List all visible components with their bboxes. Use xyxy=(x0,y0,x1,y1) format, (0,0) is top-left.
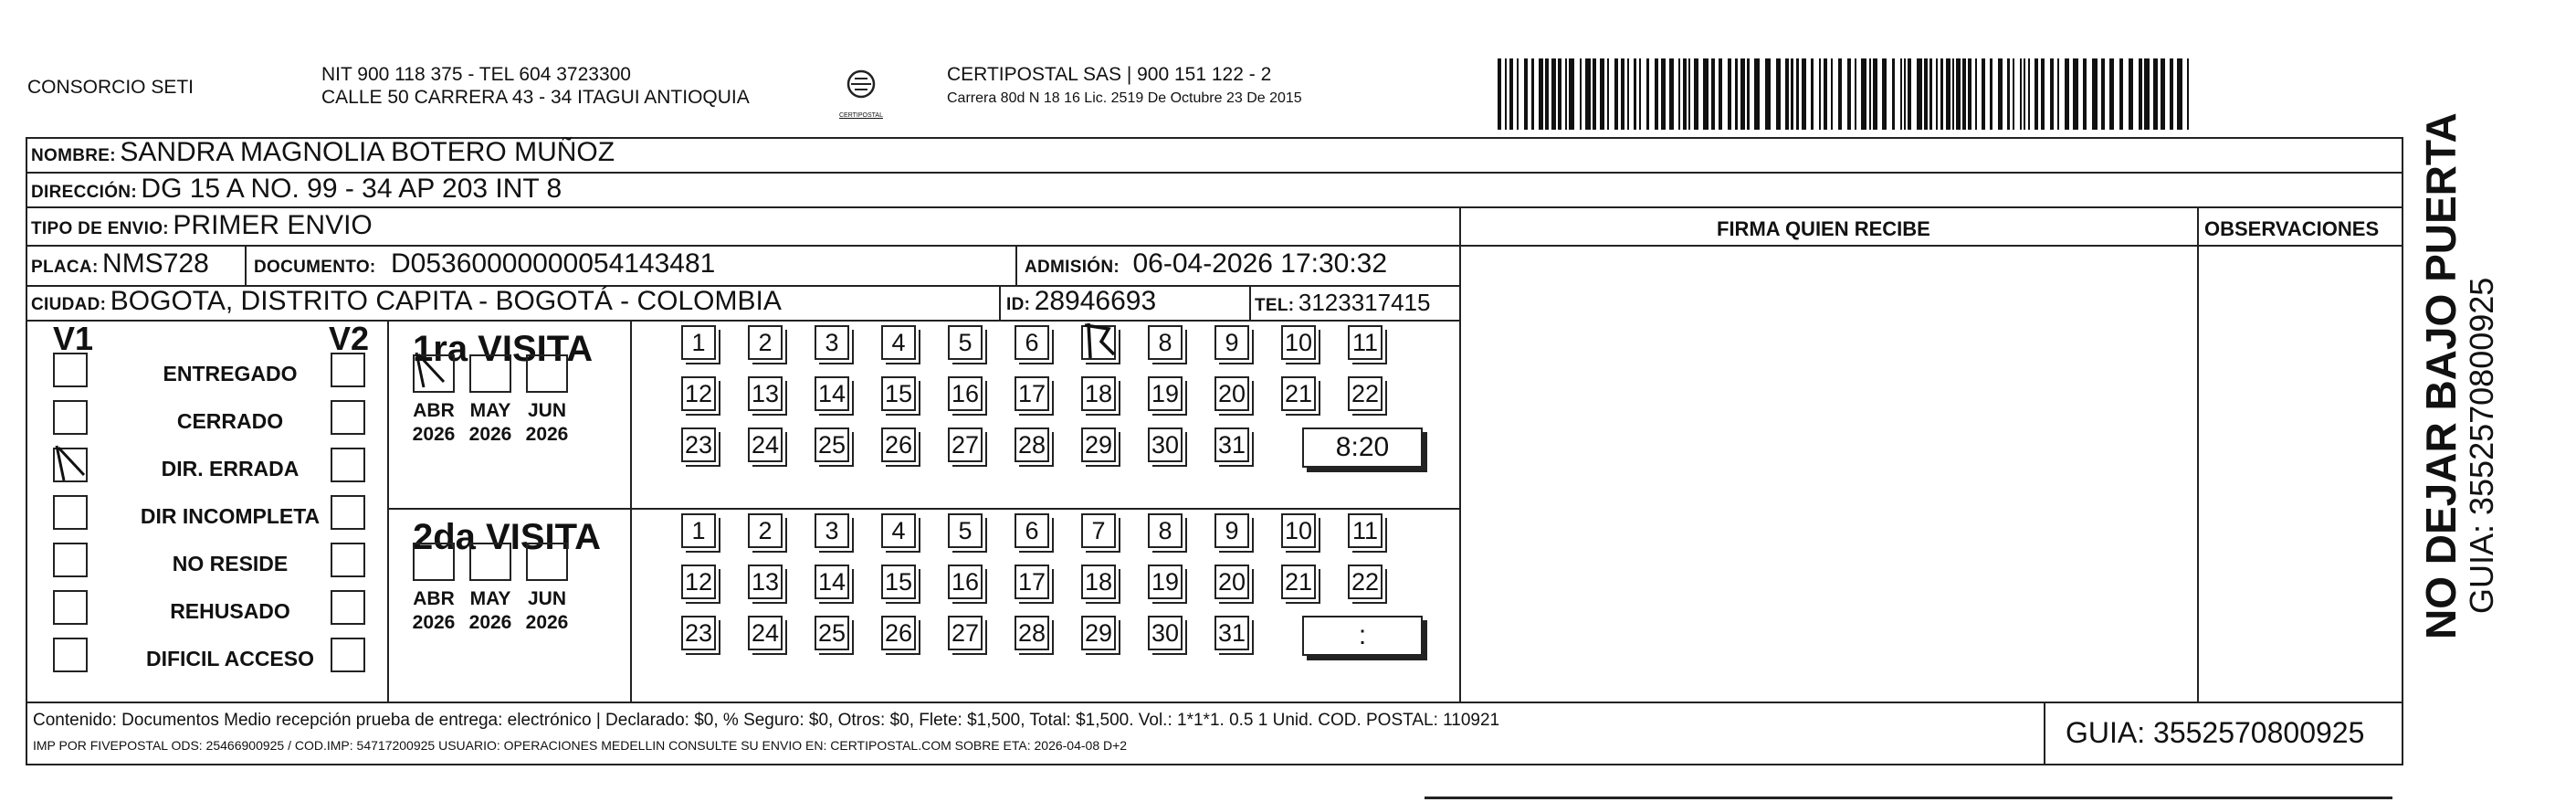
barcode-bar xyxy=(2013,58,2014,130)
day-box-15[interactable]: 15 xyxy=(881,376,916,411)
day-box-1[interactable]: 1 xyxy=(681,325,716,360)
day-box-3[interactable]: 3 xyxy=(815,513,849,548)
year-label: 2026 xyxy=(525,424,569,445)
day-box-20[interactable]: 20 xyxy=(1214,565,1249,599)
barcode-bar xyxy=(2153,58,2158,130)
barcode-bar xyxy=(1824,58,1827,130)
day-box-10[interactable]: 10 xyxy=(1281,325,1316,360)
year-label: 2026 xyxy=(468,424,512,445)
row-divider xyxy=(26,206,2403,208)
barcode-bar xyxy=(2129,58,2133,130)
year-label: 2026 xyxy=(525,612,569,633)
month-checkbox[interactable] xyxy=(413,354,455,393)
observaciones-label: OBSERVACIONES xyxy=(2204,217,2380,240)
day-box-23[interactable]: 23 xyxy=(681,616,716,650)
v2-checkbox[interactable] xyxy=(331,448,365,482)
day-box-31[interactable]: 31 xyxy=(1214,616,1249,650)
day-box-5[interactable]: 5 xyxy=(948,513,983,548)
v2-checkbox[interactable] xyxy=(331,543,365,577)
nombre-value: SANDRA MAGNOLIA BOTERO MUÑOZ xyxy=(120,137,615,167)
month-checkbox[interactable] xyxy=(469,354,511,393)
barcode-bar xyxy=(2177,58,2182,130)
second-visit-title: 2da VISITA xyxy=(413,517,601,557)
month-label: MAY xyxy=(469,588,511,609)
barcode-bar xyxy=(1735,58,1738,130)
side-text xyxy=(2418,112,2500,639)
barcode-bar xyxy=(1873,58,1877,130)
time-box[interactable]: : xyxy=(1302,616,1423,656)
day-box-28[interactable]: 28 xyxy=(1015,427,1049,462)
v1-checkbox[interactable] xyxy=(53,495,88,530)
barcode-bar xyxy=(1998,58,2003,130)
day-box-13[interactable]: 13 xyxy=(748,565,783,599)
month-checkbox[interactable] xyxy=(526,354,568,393)
visit-divider xyxy=(387,508,1459,510)
first-visit-title: 1ra VISITA xyxy=(413,329,594,369)
barcode-bar xyxy=(1539,58,1543,130)
v1-checkbox[interactable] xyxy=(53,353,88,387)
barcode-bar xyxy=(2109,58,2114,130)
barcode-bar xyxy=(2057,58,2059,130)
tipo-value: PRIMER ENVIO xyxy=(173,210,373,240)
day-box-2[interactable]: 2 xyxy=(748,325,783,360)
v2-checkbox[interactable] xyxy=(331,495,365,530)
day-box-24[interactable]: 24 xyxy=(748,616,783,650)
v1-checkbox[interactable] xyxy=(53,400,88,435)
barcode-bar xyxy=(2161,58,2165,130)
barcode-bar xyxy=(2073,58,2078,130)
v1-checkbox[interactable] xyxy=(53,448,88,482)
barcode xyxy=(1498,58,2201,133)
barcode-bar xyxy=(1765,58,1771,130)
v1-label: V1 xyxy=(53,320,94,357)
barcode-bar xyxy=(1551,58,1556,130)
barcode-bar xyxy=(1940,58,1943,130)
barcode-bar xyxy=(1791,58,1793,130)
day-box-26[interactable]: 26 xyxy=(881,616,916,650)
v1-checkbox[interactable] xyxy=(53,543,88,577)
barcode-bar xyxy=(1962,58,1966,130)
year-label: 2026 xyxy=(412,424,456,445)
barcode-bar xyxy=(1683,58,1687,130)
day-box-7[interactable]: 7 xyxy=(1081,513,1116,548)
barcode-bar xyxy=(1908,58,1911,130)
barcode-bar xyxy=(1694,58,1698,130)
v2-checkbox[interactable] xyxy=(331,353,365,387)
barcode-bar xyxy=(1600,58,1604,130)
barcode-bar xyxy=(1531,58,1534,130)
tel-label: TEL: xyxy=(1255,296,1295,315)
barcode-bar xyxy=(1703,58,1709,130)
day-box-12[interactable]: 12 xyxy=(681,565,716,599)
day-box-1[interactable]: 1 xyxy=(681,513,716,548)
day-box-2[interactable]: 2 xyxy=(748,513,783,548)
tel-value: 3123317415 xyxy=(1298,289,1431,316)
month-label: MAY xyxy=(469,400,511,421)
day-box-9[interactable]: 9 xyxy=(1214,325,1249,360)
barcode-bar xyxy=(1621,58,1624,130)
courier-line: CERTIPOSTAL SAS | 900 151 122 - 2 xyxy=(947,64,1272,85)
direccion-value: DG 15 A NO. 99 - 34 AP 203 INT 8 xyxy=(141,174,563,204)
barcode-bar xyxy=(2041,58,2045,130)
barcode-bar xyxy=(1498,58,1501,130)
day-box-8[interactable]: 8 xyxy=(1148,325,1183,360)
no-dejar-warning: NO DEJAR BAJO PUERTA xyxy=(2417,112,2465,639)
day-box-6[interactable]: 6 xyxy=(1015,325,1049,360)
day-box-26[interactable]: 26 xyxy=(881,427,916,462)
barcode-bar xyxy=(1982,58,1985,130)
day-box-25[interactable]: 25 xyxy=(815,427,849,462)
imp-line: IMP POR FIVEPOSTAL ODS: 25466900925 / COD.IMP: 54717200925 USUARIO: OPERACIONES MEDELLIN CONSULTE SU ENVIO EN: CERTIPOSTAL.COM SOBRE ETA: 2026-04-08 D+2 xyxy=(33,738,1128,753)
v2-checkbox[interactable] xyxy=(331,400,365,435)
barcode-bar xyxy=(1688,58,1690,130)
barcode-bar xyxy=(1936,58,1938,130)
month-label: ABR xyxy=(413,588,455,609)
barcode-bar xyxy=(1802,58,1806,130)
day-box-16[interactable]: 16 xyxy=(948,565,983,599)
barcode-bar xyxy=(2119,58,2123,130)
day-box-11[interactable]: 11 xyxy=(1348,325,1383,360)
day-box-20[interactable]: 20 xyxy=(1214,376,1249,411)
day-box-16[interactable]: 16 xyxy=(948,376,983,411)
day-box-21[interactable]: 21 xyxy=(1281,565,1316,599)
nombre-label: NOMBRE: xyxy=(31,146,116,165)
status-label: DIR INCOMPLETA xyxy=(140,504,321,528)
nit-line: NIT 900 118 375 - TEL 604 3723300 xyxy=(321,64,631,85)
ciudad-field xyxy=(31,286,782,317)
col-divider xyxy=(2197,206,2199,702)
status-label: NO RESIDE xyxy=(172,552,289,575)
col-divider xyxy=(2044,702,2045,765)
day-box-30[interactable]: 30 xyxy=(1148,427,1183,462)
barcode-bar xyxy=(1904,58,1906,130)
placa-field xyxy=(31,248,209,280)
admision-value: 06-04-2026 17:30:32 xyxy=(1132,248,1388,279)
year-label: 2026 xyxy=(468,612,512,633)
day-box-4[interactable]: 4 xyxy=(881,325,916,360)
barcode-bar xyxy=(1819,58,1821,130)
barcode-bar xyxy=(1569,58,1574,130)
day-box-9[interactable]: 9 xyxy=(1214,513,1249,548)
row-divider xyxy=(26,320,1461,322)
side-guia: GUIA: 3552570800925 xyxy=(2463,277,2500,614)
barcode-bar xyxy=(1952,58,1954,130)
barcode-bar xyxy=(1740,58,1745,130)
ciudad-value: BOGOTA, DISTRITO CAPITA - BOGOTÁ - COLOMBIA xyxy=(110,286,782,316)
month-checkbox[interactable] xyxy=(526,543,568,581)
col-divider xyxy=(999,285,1001,320)
ciudad-label: CIUDAD: xyxy=(31,295,107,314)
day-box-7[interactable] xyxy=(1081,325,1116,360)
barcode-bar xyxy=(1796,58,1799,130)
status-label: CERRADO xyxy=(176,409,284,433)
barcode-bar xyxy=(2083,58,2087,130)
barcode-bar xyxy=(1505,58,1507,130)
barcode-bar xyxy=(1892,58,1895,130)
barcode-bar xyxy=(1646,58,1649,130)
day-box-31[interactable]: 31 xyxy=(1214,427,1249,462)
address-line: CALLE 50 CARRERA 43 - 34 ITAGUI ANTIOQUIA xyxy=(321,87,750,108)
barcode-bar xyxy=(1838,58,1842,130)
direccion-field xyxy=(31,174,562,205)
barcode-bar xyxy=(2028,58,2030,130)
barcode-bar xyxy=(1565,58,1567,130)
barcode-bar xyxy=(1946,58,1950,130)
v2-checkbox[interactable] xyxy=(331,590,365,625)
day-box-23[interactable]: 23 xyxy=(681,427,716,462)
v1-checkbox[interactable] xyxy=(53,638,88,672)
col-divider xyxy=(1015,245,1017,285)
admision-label: ADMISIÓN: xyxy=(1025,258,1120,277)
day-box-18[interactable]: 18 xyxy=(1081,376,1116,411)
row-divider xyxy=(26,245,2403,247)
day-box-5[interactable]: 5 xyxy=(948,325,983,360)
day-box-13[interactable]: 13 xyxy=(748,376,783,411)
barcode-bar xyxy=(1593,58,1596,130)
status-label: ENTREGADO xyxy=(163,362,298,385)
footer-guia: GUIA: 3552570800925 xyxy=(2066,716,2365,749)
barcode-bar xyxy=(1747,58,1750,130)
year-label: 2026 xyxy=(412,612,456,633)
col-divider xyxy=(1249,285,1251,320)
barcode-bar xyxy=(1968,58,1971,130)
barcode-bar xyxy=(1956,58,1961,130)
col-divider xyxy=(630,320,632,702)
barcode-bar xyxy=(2024,58,2025,130)
barcode-bar xyxy=(1558,58,1561,130)
col-divider xyxy=(1459,206,1461,702)
barcode-bar xyxy=(2007,58,2010,130)
col-divider xyxy=(387,320,389,702)
barcode-bar xyxy=(1975,58,1977,130)
firma-label: FIRMA QUIEN RECIBE xyxy=(1717,217,1930,240)
barcode-bar xyxy=(2170,58,2173,130)
day-box-27[interactable]: 27 xyxy=(948,427,983,462)
month-checkbox[interactable] xyxy=(413,543,455,581)
barcode-bar xyxy=(2144,58,2150,130)
day-box-25[interactable]: 25 xyxy=(815,616,849,650)
month-checkbox[interactable] xyxy=(469,543,511,581)
barcode-bar xyxy=(1785,58,1789,130)
placa-label: PLACA: xyxy=(31,258,99,277)
day-box-17[interactable]: 17 xyxy=(1015,565,1049,599)
time-box[interactable]: 8:20 xyxy=(1302,427,1423,468)
barcode-bar xyxy=(1728,58,1731,130)
day-box-19[interactable]: 19 xyxy=(1148,565,1183,599)
v2-checkbox[interactable] xyxy=(331,638,365,672)
certipostal-logo xyxy=(833,68,889,119)
barcode-bar xyxy=(2050,58,2054,130)
barcode-bar xyxy=(1639,58,1641,130)
barcode-bar xyxy=(1661,58,1666,130)
barcode-bar xyxy=(1719,58,1722,130)
day-box-10[interactable]: 10 xyxy=(1281,513,1316,548)
day-box-18[interactable]: 18 xyxy=(1081,565,1116,599)
barcode-bar xyxy=(1655,58,1658,130)
status-label: DIR. ERRADA xyxy=(161,457,300,480)
placa-value: NMS728 xyxy=(102,248,209,279)
day-box-22[interactable]: 22 xyxy=(1348,376,1383,411)
day-box-8[interactable]: 8 xyxy=(1148,513,1183,548)
v1-checkbox[interactable] xyxy=(53,590,88,625)
logo-text: CERTIPOSTAL xyxy=(839,112,883,119)
barcode-bar xyxy=(2020,58,2022,130)
row-divider xyxy=(26,702,2403,703)
barcode-bar xyxy=(2065,58,2069,130)
direccion-label: DIRECCIÓN: xyxy=(31,183,137,202)
day-box-14[interactable]: 14 xyxy=(815,376,849,411)
documento-field xyxy=(254,248,715,280)
barcode-bar xyxy=(1882,58,1887,130)
day-box-15[interactable]: 15 xyxy=(881,565,916,599)
barcode-bar xyxy=(1754,58,1760,130)
barcode-bar xyxy=(1614,58,1618,130)
barcode-bar xyxy=(1776,58,1781,130)
day-box-12[interactable]: 12 xyxy=(681,376,716,411)
day-box-29[interactable]: 29 xyxy=(1081,427,1116,462)
barcode-bar xyxy=(1627,58,1629,130)
day-box-11[interactable]: 11 xyxy=(1348,513,1383,548)
bottom-edge-line xyxy=(1425,797,2392,799)
day-box-29[interactable]: 29 xyxy=(1081,616,1116,650)
status-label: DIFICIL ACCESO xyxy=(145,647,314,670)
barcode-bar xyxy=(1580,58,1582,130)
id-value: 28946693 xyxy=(1034,286,1157,316)
id-field xyxy=(1006,286,1156,317)
barcode-bar xyxy=(2139,58,2142,130)
barcode-bar xyxy=(1924,58,1928,130)
day-box-21[interactable]: 21 xyxy=(1281,376,1316,411)
month-label: JUN xyxy=(527,400,566,421)
day-box-22[interactable]: 22 xyxy=(1348,565,1383,599)
barcode-bar xyxy=(1678,58,1680,130)
barcode-bar xyxy=(1585,58,1591,130)
barcode-bar xyxy=(1545,58,1549,130)
barcode-bar xyxy=(1509,58,1513,130)
barcode-bar xyxy=(2187,58,2189,130)
documento-label: DOCUMENTO: xyxy=(254,258,376,277)
day-box-19[interactable]: 19 xyxy=(1148,376,1183,411)
day-box-17[interactable]: 17 xyxy=(1015,376,1049,411)
day-box-24[interactable]: 24 xyxy=(748,427,783,462)
barcode-bar xyxy=(1847,58,1851,130)
day-box-3[interactable]: 3 xyxy=(815,325,849,360)
tipo-label: TIPO DE ENVIO: xyxy=(31,219,169,238)
day-box-27[interactable]: 27 xyxy=(948,616,983,650)
tipo-envio-field xyxy=(31,210,373,241)
barcode-bar xyxy=(1917,58,1922,130)
barcode-bar xyxy=(1855,58,1856,130)
documento-value: D05360000000054143481 xyxy=(391,248,716,279)
barcode-bar xyxy=(1900,58,1902,130)
barcode-bar xyxy=(1869,58,1871,130)
content-line: Contenido: Documentos Medio recepción prueba de entrega: electrónico | Declarado: $0, % Seguro: $0, Otros: $0, Flete: $1,500, Total: $1,500. Vol.: 1*1*1. 0.5 1 Unid. COD. POSTAL: 110921 xyxy=(33,711,1500,730)
barcode-bar xyxy=(1861,58,1866,130)
barcode-bar xyxy=(1929,58,1932,130)
barcode-bar xyxy=(1524,58,1528,130)
day-box-6[interactable]: 6 xyxy=(1015,513,1049,548)
barcode-bar xyxy=(1831,58,1833,130)
status-label: REHUSADO xyxy=(170,599,290,623)
day-box-4[interactable]: 4 xyxy=(881,513,916,548)
id-label: ID: xyxy=(1006,295,1031,314)
v2-label: V2 xyxy=(329,320,370,357)
barcode-bar xyxy=(1811,58,1814,130)
barcode-bar xyxy=(1517,58,1519,130)
license-line: Carrera 80d N 18 16 Lic. 2519 De Octubre 23 De 2015 xyxy=(947,90,1302,106)
month-label: JUN xyxy=(527,588,566,609)
tel-field xyxy=(1255,289,1430,317)
nombre-field xyxy=(31,137,615,168)
admision-field xyxy=(1025,248,1387,280)
day-box-28[interactable]: 28 xyxy=(1015,616,1049,650)
barcode-bar xyxy=(2101,58,2105,130)
barcode-bar xyxy=(2092,58,2098,130)
barcode-bar xyxy=(1607,58,1609,130)
barcode-bar xyxy=(1669,58,1674,130)
barcode-bar xyxy=(1634,58,1636,130)
barcode-bar xyxy=(1711,58,1715,130)
barcode-bar xyxy=(2035,58,2038,130)
col-divider xyxy=(245,245,247,285)
day-box-30[interactable]: 30 xyxy=(1148,616,1183,650)
company-name: CONSORCIO SETI xyxy=(27,77,195,98)
month-label: ABR xyxy=(413,400,455,421)
day-box-14[interactable]: 14 xyxy=(815,565,849,599)
barcode-bar xyxy=(1990,58,1992,130)
